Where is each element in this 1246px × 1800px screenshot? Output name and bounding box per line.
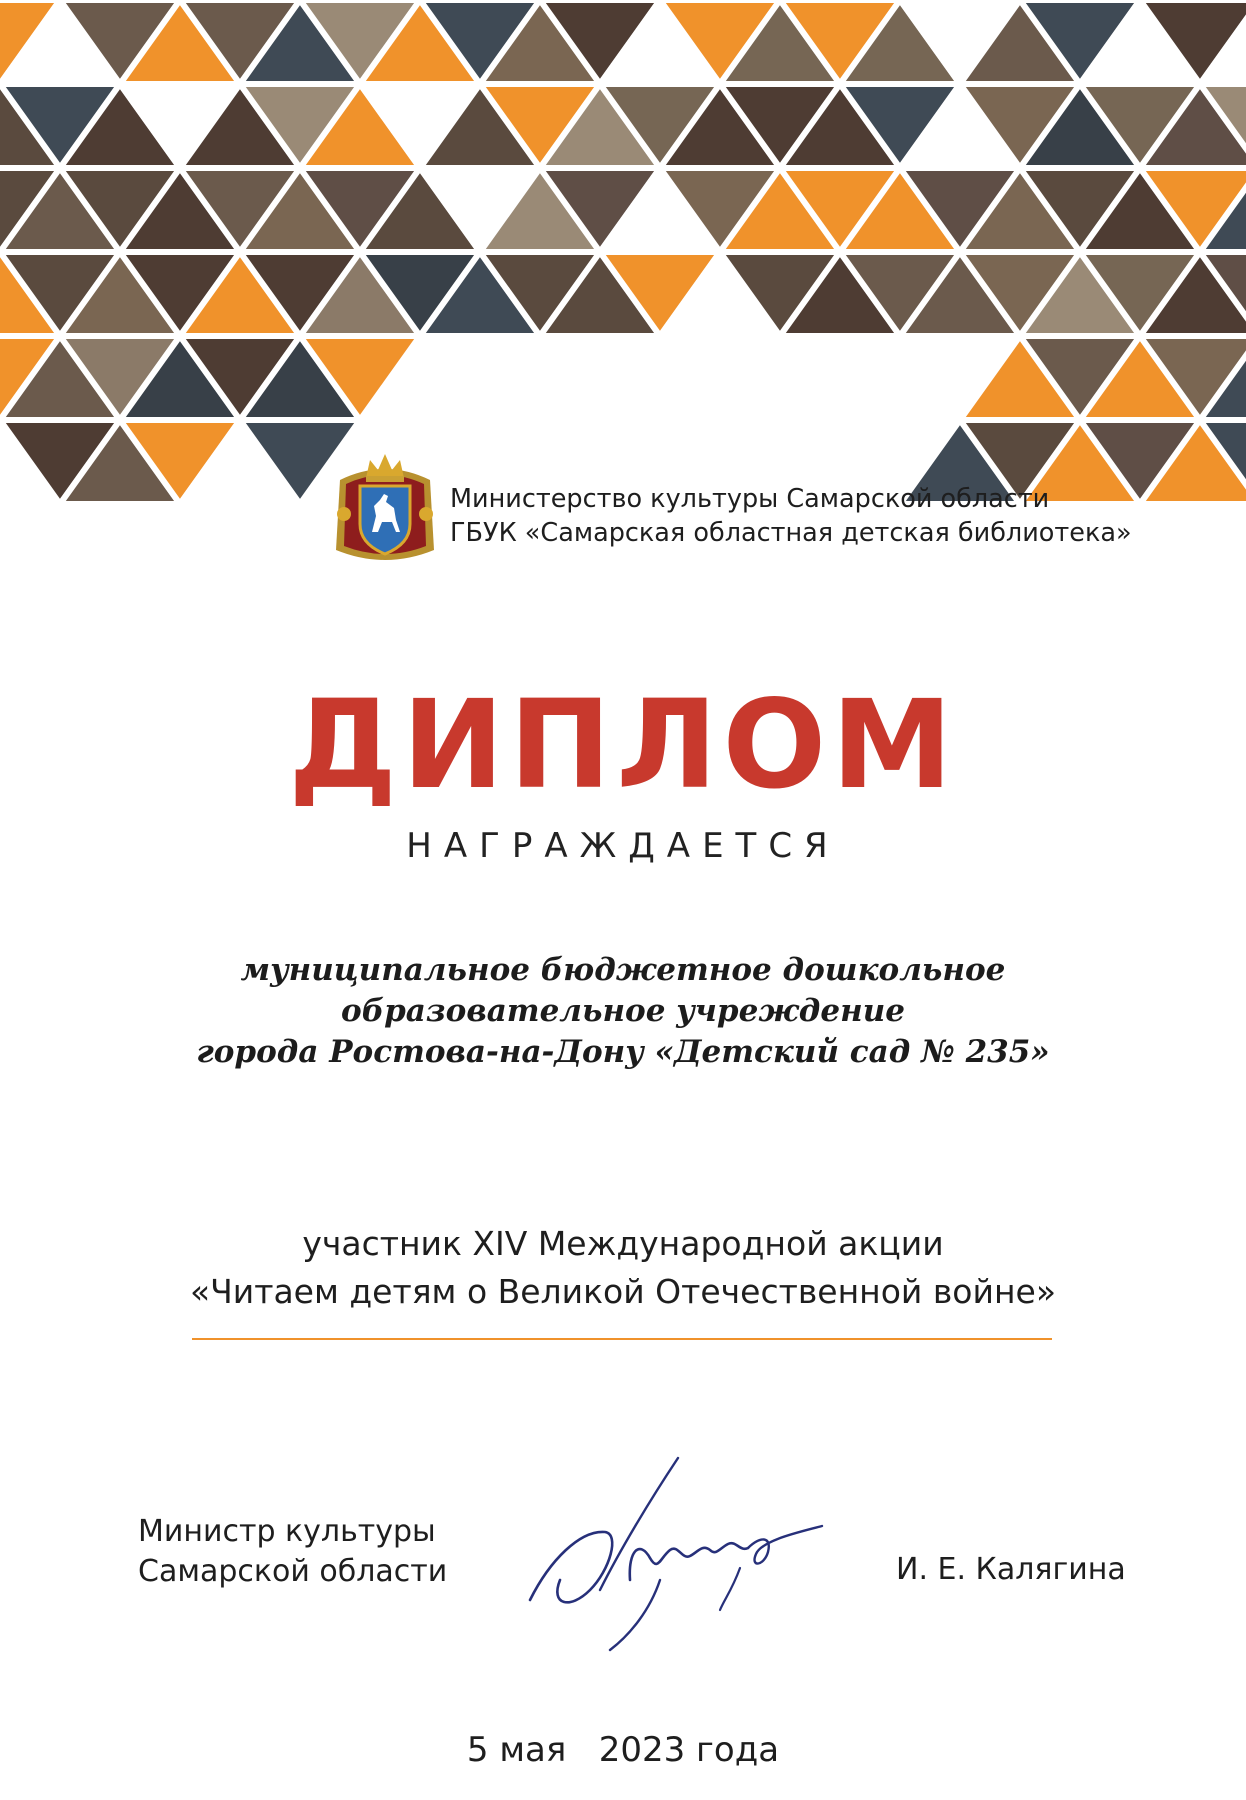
reason-line-1: участник XIV Международной акции	[302, 1224, 944, 1263]
recipient-line-1: муниципальное бюджетное дошкольное	[240, 952, 1006, 988]
recipient-block	[0, 950, 1246, 1073]
orange-divider	[192, 1338, 1052, 1340]
award-reason	[0, 1220, 1246, 1316]
issue-date: 5 мая 2023 года	[466, 1730, 780, 1770]
samara-coat-of-arms-icon	[330, 450, 440, 566]
awarded-label: НАГРАЖДАЕТСЯ	[406, 826, 840, 866]
signatory-name: И. Е. Калягина	[896, 1552, 1126, 1587]
diploma-title: ДИПЛОМ	[288, 674, 958, 816]
issuer-header	[330, 450, 1190, 570]
signatory-role-line-1: Министр культуры	[138, 1514, 436, 1549]
signatory-role-line-2: Самарской области	[138, 1554, 448, 1589]
reason-line-2: «Читаем детям о Великой Отечественной войне»	[189, 1272, 1057, 1311]
handwritten-signature	[510, 1440, 840, 1660]
recipient-line-3: города Ростова-на-Дону «Детский сад № 235»	[196, 1034, 1050, 1070]
signatory-role	[138, 1512, 447, 1592]
library-name: ГБУК «Самарская областная детская библиотека»	[450, 518, 1132, 548]
ministry-name: Министерство культуры Самарской области	[450, 484, 1050, 514]
recipient-line-2: образовательное учреждение	[341, 993, 905, 1029]
